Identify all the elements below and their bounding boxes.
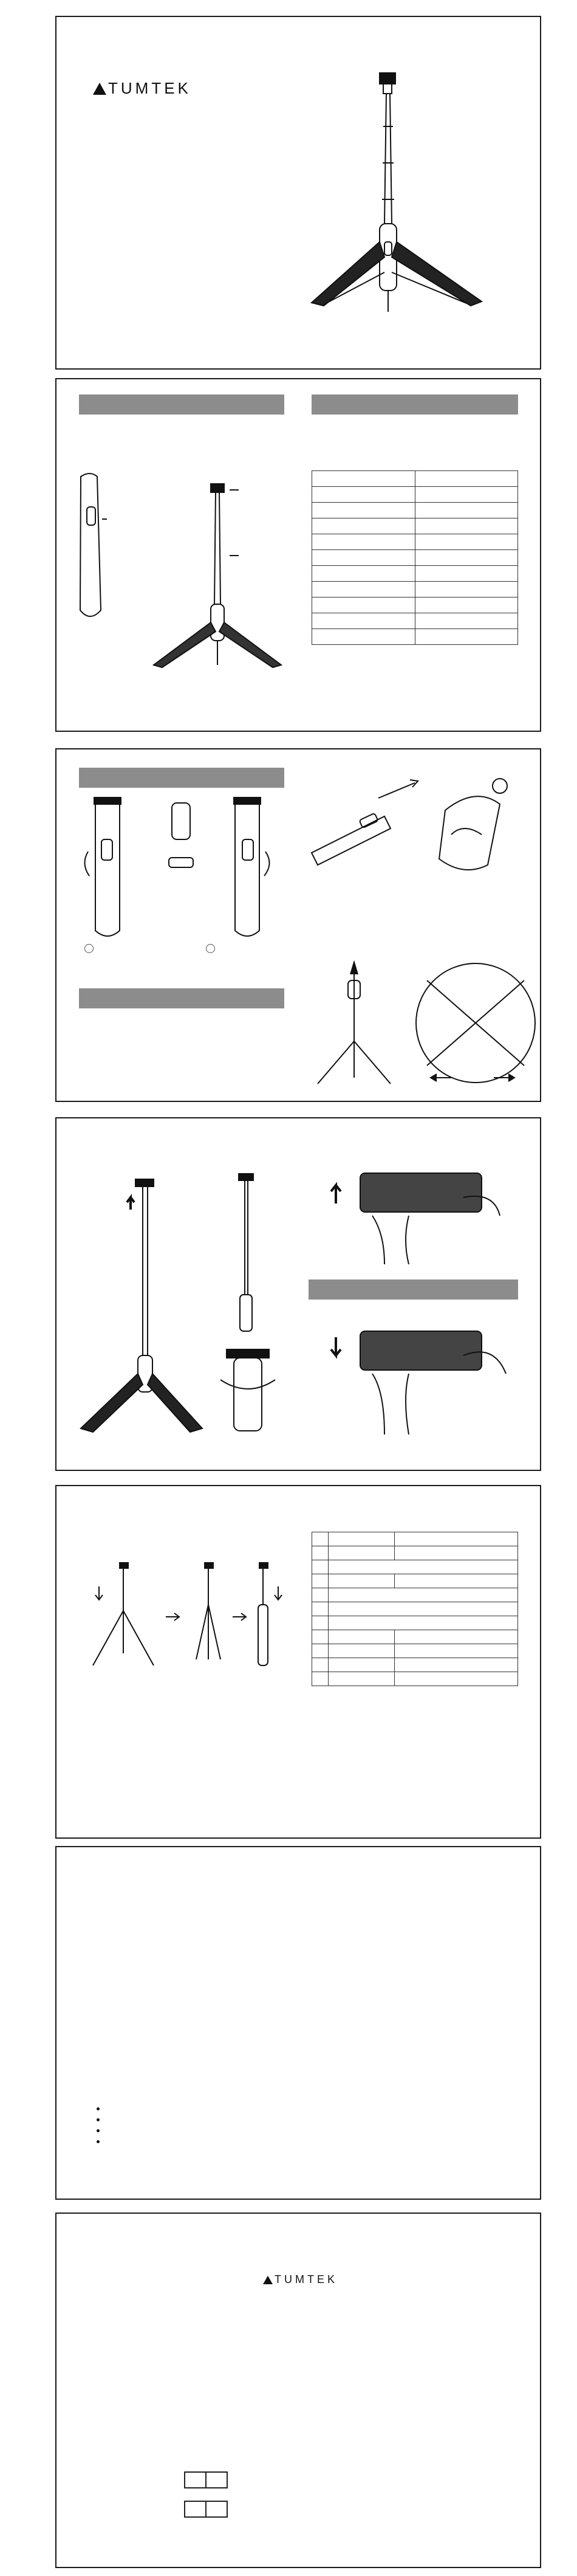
section-header-bar: [79, 988, 284, 1008]
manual-page-cover: [55, 16, 541, 370]
compliance-mark-box: [184, 2501, 228, 2518]
phone-insert-illustration: [324, 1161, 524, 1270]
section-header-bar: [309, 1279, 518, 1300]
list-bullet: [97, 2118, 100, 2121]
manual-page-notes: [55, 1846, 541, 2200]
folding-steps-illustration: [87, 1562, 293, 1678]
bluetooth-pairing-table: [312, 1532, 518, 1686]
tripod-legs-open-illustration: [312, 956, 536, 1090]
manual-page-extend-mount: [55, 1117, 541, 1471]
battery-install-illustration: [81, 797, 293, 943]
logo-triangle-icon: [263, 2276, 273, 2284]
manual-page-back-cover: [55, 2213, 541, 2568]
phone-clamp-remote-illustration: [306, 762, 536, 883]
section-header-bar: [79, 768, 284, 788]
section-header-bar: [312, 394, 518, 415]
phone-remove-illustration: [324, 1319, 524, 1441]
brand-logo: TUMTEK: [93, 79, 191, 98]
list-bullet: [97, 2107, 100, 2110]
compliance-mark-box: [184, 2471, 228, 2488]
manual-page-folding: [55, 1485, 541, 1839]
remote-control-illustration: [72, 470, 108, 629]
tripod-selfie-stick-illustration: [299, 72, 494, 327]
manual-page-parts-specs: [55, 378, 541, 732]
specification-table: [312, 470, 518, 645]
list-bullet: [97, 2140, 100, 2143]
tripod-parts-illustration: [148, 483, 287, 677]
step-marker: [206, 944, 215, 953]
extend-pole-illustration: [75, 1173, 293, 1459]
manual-page-setup: [55, 748, 541, 1102]
brand-logo-small: TUMTEK: [263, 2273, 338, 2286]
list-bullet: [97, 2129, 100, 2132]
section-header-bar: [79, 394, 284, 415]
logo-triangle-icon: [93, 83, 106, 95]
step-marker: [84, 944, 94, 953]
